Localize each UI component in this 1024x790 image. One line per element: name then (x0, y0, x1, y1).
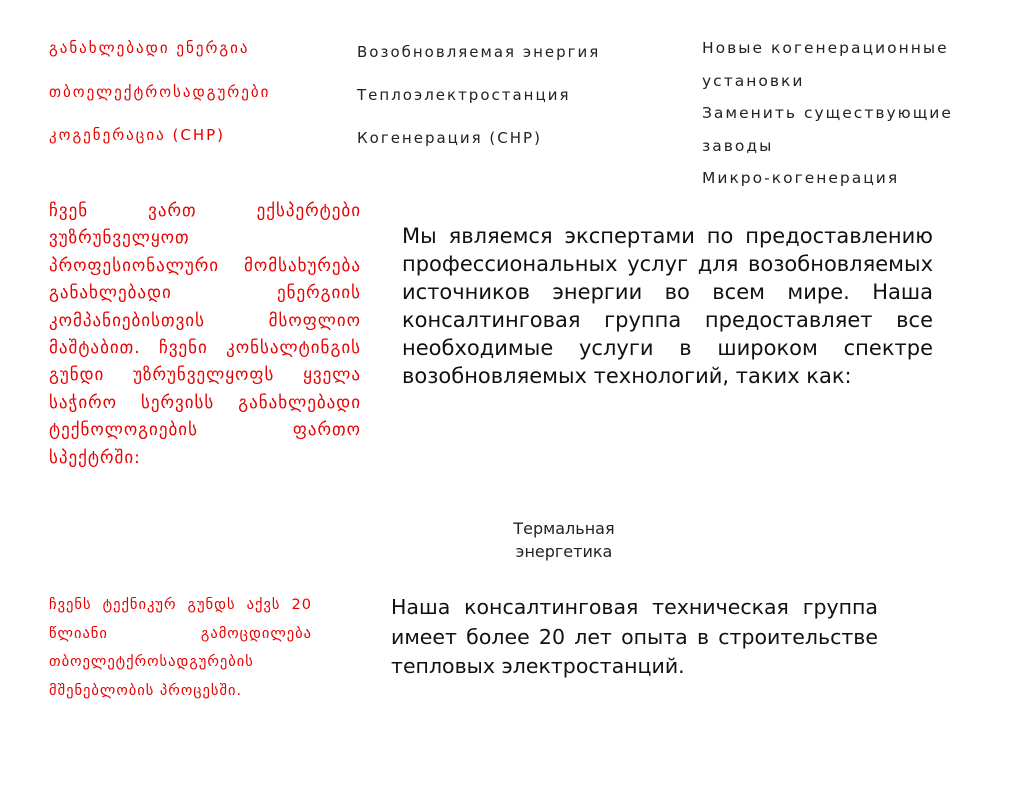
georgian-label-renewable-energy: განახლებადი ენერგია (49, 39, 250, 57)
georgian-intro-paragraph: ჩვენ ვართ ექსპერტები ვუზრუნველყოთ პროფესიონალური მომსახურება განახლებადი ენერგიის კომპანიებისთვის მსოფლიო მაშტაბით. ჩვენი კონსალტინგის გუნდი უზრუნველყოფს ყველა საჭირო სერვისს განახლებადი ტექნოლოგიების ფართო სპექტრში: (49, 201, 361, 468)
list-item: установки (702, 71, 805, 90)
georgian-experience-paragraph: ჩვენს ტექნიკურ გუნდს აქვს 20 წლიანი გამოცდილება თბოელეტქროსადგურების მშენებლობის პროცესში. (49, 597, 312, 699)
russian-label-renewable-energy: Возобновляемая энергия (357, 43, 601, 61)
list-item: Новые когенерационные (702, 39, 949, 57)
list-item: заводы (702, 136, 774, 155)
russian-experience-paragraph: Наша консалтинговая техническая группа имеет более 20 лет опыта в строительстве тепловых электростанций. (391, 595, 878, 678)
thermal-energy-heading-line2: энергетика (515, 542, 613, 561)
thermal-energy-heading (464, 517, 664, 563)
list-item: Микро-когенерация (702, 169, 900, 187)
russian-label-cogeneration: Когенерация (CHP) (357, 129, 542, 147)
list-item: Заменить существующие (702, 104, 953, 122)
technology-list (702, 32, 953, 195)
georgian-label-cogeneration: კოგენერაცია (CHP) (49, 126, 226, 144)
thermal-energy-heading-line1: Термальная (513, 519, 615, 538)
russian-label-thermal-power-plant: Теплоэлектростанция (357, 86, 571, 104)
russian-intro-paragraph: Мы являемся экспертами по предоставлению профессиональных услуг для возобновляемых источников энергии во всем мире. Наша консалтинговая группа предоставляет все необходимые услуги в широком спектре возобновляемых технологий, таких как: (402, 224, 933, 388)
georgian-label-thermal-power-plants: თბოელექტროსადგურები (49, 83, 271, 101)
